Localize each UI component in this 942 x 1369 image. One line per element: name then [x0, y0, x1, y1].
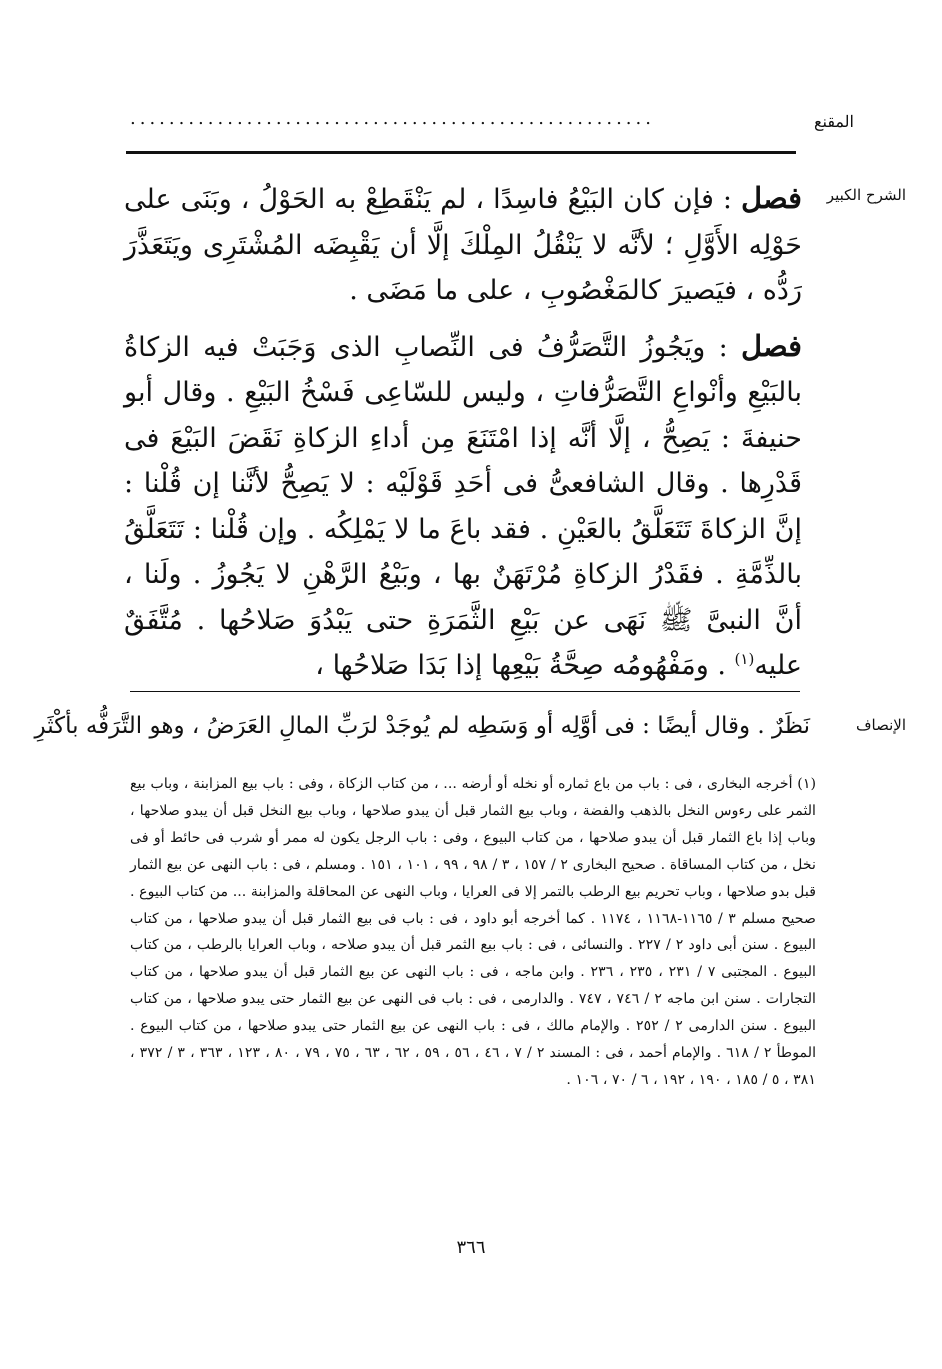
paragraph-2	[124, 324, 802, 689]
footnotes	[130, 771, 816, 1094]
section-lead-word: فصل	[741, 181, 802, 215]
header-dotted-leader: ......................................................	[130, 108, 655, 129]
paragraph-2-tail: . ومَفْهُومُه صِحَّةُ بَيْعِها إذا بَدَا صَلاحُها ،	[315, 650, 735, 681]
section-lead-word: فصل	[741, 328, 802, 363]
running-title: المقنع	[813, 112, 854, 131]
paragraph-1	[124, 176, 802, 314]
side-label-insaf: الإنصاف	[855, 716, 906, 734]
section-divider-rule	[130, 691, 800, 692]
header-rule	[126, 151, 796, 154]
page-number: ٣٦٦	[456, 1237, 486, 1258]
main-text-body	[124, 176, 802, 689]
footnote-1: (١) أخرجه البخارى ، فى : باب من باع ثماره أو نخله أو أرضه ... ، من كتاب الزكاة ، وفى : باب بيع المزابنة ، وباب بيع الثمر على رءوس النخل بالذهب والفضة ، وباب بيع الثمار قبل أن يبدو صلاحها ، وباب بيع النخل قبل أن يبدو صلاحها ، وباب إذا باع الثمار قبل أن يبدو صلاحها ، من كتاب البيوع ، وفى : باب الرجل يكون له ممر أو شرب فى حائط أو فى نخل ، من كتاب المساقاة . صحيح البخارى ٢ / ١٥٧ ، ٣ / ٩٨ ، ٩٩ ، ١٠١ ، ١٥١ . ومسلم ، فى : باب النهى عن بيع الثمار قبل بدو صلاحها ، وباب تحريم بيع الرطب بالتمر إلا فى العرايا ، وباب النهى عن المحاقلة والمزابنة ... من كتاب البيوع . صحيح مسلم ٣ / ١١٦٥-١١٦٨ ، ١١٧٤ . كما أخرجه أبو داود ، فى : باب فى بيع الثمار قبل أن يبدو صلاحها ، من كتاب البيوع . سنن أبى داود ٢ / ٢٢٧ . والنسائى ، فى : باب بيع الثمر قبل أن يبدو صلاحه ، وباب العرايا بالرطب ، من كتاب البيوع . المجتبى ٧ / ٢٣١ ، ٢٣٥ ، ٢٣٦ . وابن ماجه ، فى : باب النهى عن بيع الثمار قبل أن يبدو صلاحها ، من كتاب التجارات . سنن ابن ماجه ٢ / ٧٤٦ ، ٧٤٧ . والدارمى ، فى : باب فى النهى عن بيع الثمار حتى يبدو صلاحها ، من كتاب البيوع . سنن الدارمى ٢ / ٢٥٢ . والإمام مالك ، فى : باب النهى عن بيع الثمار حتى يبدو صلاحها ، من كتاب البيوع . الموطأ ٢ / ٦١٨ . والإمام أحمد ، فى : المسند ٢ / ٧ ، ٤٦ ، ٥٦ ، ٥٩ ، ٦٢ ، ٦٣ ، ٧٥ ، ٧٩ ، ٨٠ ، ١٢٣ ، ٣٦٣ ، ٣ / ٣٧٢ ، ٣٨١ ، ٥ / ١٨٥ ، ١٩٠ ، ١٩٢ ، ٦ / ٧٠ ، ١٠٦ .	[130, 776, 817, 1088]
side-label-sharh: الشرح الكبير	[826, 186, 906, 204]
paragraph-2-text: : ويَجُوزُ التَّصَرُّفُ فى النِّصابِ الذى وَجَبَتْ فيه الزكاةُ بالبَيْعِ وأنْواعِ التَّصَرُّفاتِ ، وليس للسّاعِى فَسْخُ البَيْعِ . وقال أبو حنيفةَ : يَصِحُّ ، إلَّا أنَّه إذا امْتَنَعَ مِن أداءِ الزكاةِ نَقَضَ البَيْعَ فى قَدْرِها . وقال الشافعىُّ فى أحَدِ قَوْلَيْه : لا يَصِحُّ لأنَّنا إن قُلْنا : إنَّ الزكاةَ تَتَعَلَّقُ بالعَيْنِ . فقد باعَ ما لا يَمْلِكُه . وإن قُلْنا : تَتَعَلَّقُ بالذِّمَّةِ . فقَدْرُ الزكاةِ مُرْتَهَنٌ بها ، وبَيْعُ الرَّهْنِ لا يَجُوزُ . ولَنا ، أنَّ النبىَّ ﷺ نَهَى عن بَيْعِ الثَّمَرَةِ حتى يَبْدُوَ صَلاحُها . مُتَّفَقٌ عليه	[124, 331, 802, 681]
paragraph-1-text: : فإن كان البَيْعُ فاسِدًا ، لم يَنْقَطِعْ به الحَوْلُ ، وبَنَى على حَوْلِه الأَوَّلِ ؛ لأنَّه لا يَنْقُلُ المِلْكَ إلَّا أن يَقْبِضَه المُشْتَرِى ويَتَعَذَّرَ رَدُّه ، فيَصيرَ كالمَغْصُوبِ ، على ما مَضَى .	[124, 184, 802, 306]
insaf-text-line: نَظَرٌ . وقال أيضًا : فى أوَّلِه أو وَسَطِه لم يُوجَدْ لرَبِّ المالِ العَرَضُ ، وهو التَّرَفُّه بأكْثَرِ	[34, 713, 810, 739]
footnote-reference: (١)	[734, 650, 755, 668]
